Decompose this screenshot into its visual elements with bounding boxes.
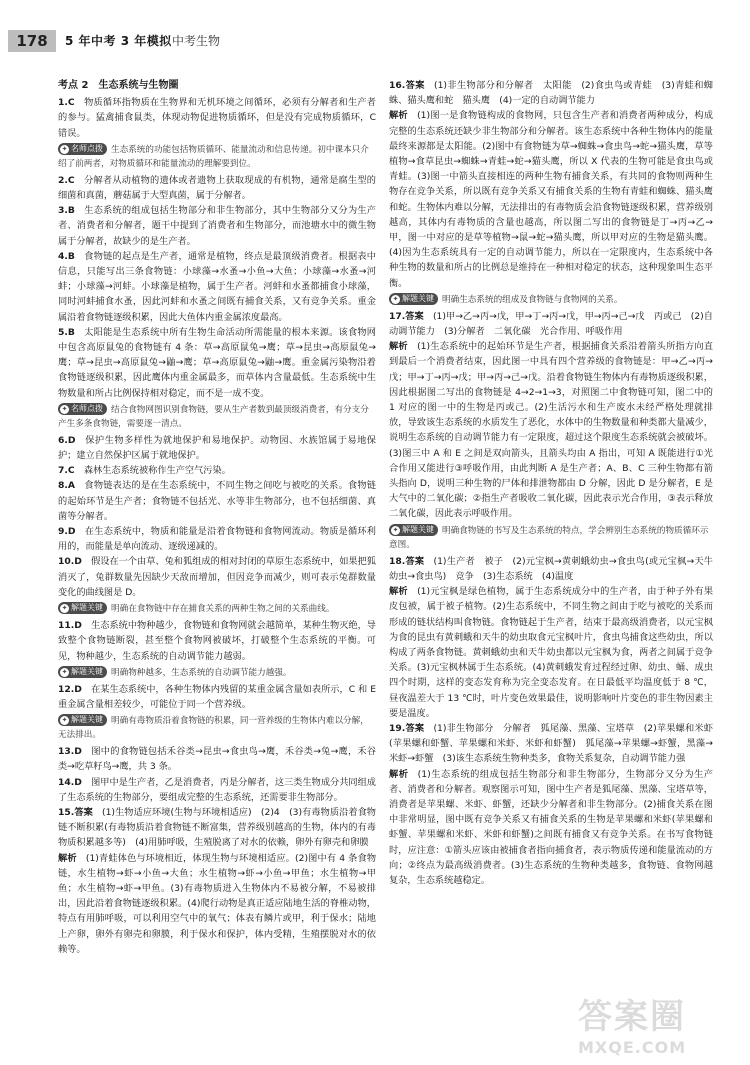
answer-item — [58, 478, 376, 524]
item-text: 物质循环指物质在生物界和无机环境之间循环，必须有分解者和生产者的参与。猛禽捕食鼠类，体现动物促进物质循环，但是没有完成物质循环，C 错误。 — [58, 97, 376, 139]
item-number: 4.B — [58, 250, 75, 262]
lightbulb-icon: ✦ — [61, 404, 68, 413]
watermark-logo — [578, 989, 738, 1059]
item-text: 在生态系统中，物质和能量是沿着食物链和食物网流动。物质是循环利用的，而能量是单向流动、逐级递减的。 — [58, 526, 376, 553]
item-number: 10.D — [58, 556, 82, 568]
tip-badge-label: 解题关键 — [402, 293, 434, 303]
answer-item — [389, 78, 713, 108]
answer-item — [58, 524, 376, 554]
left-answer-list — [58, 95, 376, 957]
item-number: 11.D — [58, 620, 82, 632]
tip-badge-label: 名师点拨 — [71, 143, 103, 153]
lightbulb-icon: ✦ — [392, 525, 399, 534]
left-column — [58, 78, 376, 957]
tip-badge-label: 解题关键 — [71, 715, 103, 725]
tip-text: 明确有毒物质沿着食物链的积累，同一营养级的生物体内难以分解，无法排出。 — [58, 716, 369, 741]
answer-item — [58, 682, 376, 712]
tip-badge-label: 名师点拨 — [71, 403, 103, 413]
page-header — [0, 0, 750, 58]
item-text: (1)非生物部分 分解者 狐尾藻、黑藻、宝塔草 (2)苹果螺和米虾(苹果螺和虾蟹、苹果螺和米虾、米虾和虾蟹) 狐尾藻→苹果螺→虾蟹，黑藻→米虾→虾蟹 (3)该生态系统生物种类多，食物关系复杂，自动调节能力强 — [389, 722, 714, 765]
tip-badge — [58, 714, 107, 726]
item-number: 12.D — [58, 683, 82, 695]
watermark-url: MXQE.COM — [578, 1038, 687, 1057]
lightbulb-icon: ✦ — [61, 144, 68, 153]
item-text: 生态系统中物种越少，食物链和食物网就会越简单，某种生物灭绝，导致整个食物链断裂，甚至整个食物网被破坏，打破整个生态系统的平衡。可见，物种越少，生态系统的自动调节能力越弱。 — [58, 620, 376, 662]
item-number: 15.答案 — [58, 806, 93, 818]
item-text: 分解者从动植物的遗体或者遗物上获取现成的有机物，通常是腐生型的细菌和真菌，蘑菇属于大型真菌，属于分解者。 — [58, 174, 376, 202]
item-number: 解析 — [389, 586, 408, 598]
answer-item — [58, 463, 376, 478]
item-number: 解析 — [389, 768, 409, 780]
item-text: (1)生态系统中的起始环节是生产者，根据捕食关系沿着箭头所指方向直到最后一个消费者结束，因此图一中具有四个营养级的食物链是：甲→乙→丙→戊；甲→丁→丙→戊；甲→丙→己→戊。沿着食物链生物体内有毒物质逐级积累，因此根据图二写出的食物链是 4→2→1→3，对照图二中食物链可知，图二中的 1 对应的图一中的生物是丙或己。(2)生活污水和生产废水未经严格处理就排放，导致该生态系统的水质发生了恶化，水体中的生物数量和种类都大量减少，说明生态系统的自动调节能力有一定限度，超过这个限度生态系统就会被破坏。(3)图三中 A 和 E 之间是双向箭头，且箭头均由 A 指出，可知 A 既能进行①光合作用又能进行③呼吸作用，由此判断 A 是生产者；A、B、C 三种生物都有箭头指向 D，说明三种生物的尸体和排泄物都由 D 分解，因此 D 是分解者，E 是大气中的二氧化碳；②指生产者吸收二氧化碳，因此表示光合作用，③表示释放二氧化碳，因此表示呼吸作用。 — [389, 341, 714, 520]
item-number: 17.答案 — [389, 310, 424, 322]
tip-badge — [58, 666, 107, 678]
answer-item — [58, 618, 376, 664]
answer-item — [58, 433, 376, 463]
tip-badge-label: 解题关键 — [71, 666, 103, 676]
tip-text: 明确在食物链中存在捕食关系的两种生物之间的关系曲线。 — [111, 604, 335, 615]
item-number: 5.B — [58, 326, 75, 338]
answer-item — [58, 173, 376, 203]
answer-item — [389, 339, 713, 521]
tip-note — [58, 602, 376, 616]
tip-note — [58, 666, 376, 680]
book-brand: 5 年中考 3 年模拟 — [65, 34, 172, 48]
tip-text: 明确物种越多，生态系统的自动调节能力越强。 — [111, 667, 292, 678]
item-text: 生态系统的组成包括生物部分和非生物部分，其中生物部分又分为生产者、消费者和分解者，题干中提到了消费者和生物部分，而池塘水中的微生物属于分解者，故缺少的是生产者。 — [58, 205, 376, 247]
item-text: (1)生物适应环境(生物与环境相适应) (2)4 (3)有毒物质沿着食物链不断积累(有毒物质沿着食物链不断富集，营养级别越高的生物，体内的有毒物质积累越多等) (4)用肺呼吸，生殖脱离了对水的依赖，卵外有卵壳和卵膜 — [58, 806, 376, 849]
item-text: (1)青蛙体色与环境相近，体现生物与环境相适应。(2)图中有 4 条食物链，水生植物→虾→小鱼→大鱼；水生植物→虾→小鱼→甲鱼；水生植物→甲鱼；水生植物→虾→甲鱼。(3)有毒物质进入生物体内不易被分解，不易被排出，因此沿着食物链逐级积累。(4)爬行动物是真正适应陆地生活的脊椎动物，特点有用肺呼吸，可以利用空气中的氧气；体表有鳞片或甲，利于保水；陆地上产卵，卵外有卵壳和卵膜，利于保水和保护，体内受精，生殖摆脱对水的依赖等。 — [58, 852, 377, 955]
answer-item — [58, 325, 376, 401]
item-text: 食物链表达的是在生态系统中，不同生物之间吃与被吃的关系。食物链的起始环节是生产者；食物链不包括光、水等非生物部分，也不包括细菌、真菌等分解者。 — [58, 480, 376, 522]
item-text: (1)生态系统的组成包括生物部分和非生物部分，生物部分又分为生产者、消费者和分解者。观察图示可知，图中生产者是狐尾藻、黑藻、宝塔草等，消费者是苹果螺、米虾、虾蟹，还缺少分解者和非生物部分。(2)捕食关系在图中非常明显，图中既有竞争关系又有捕食关系的生物是苹果螺和米虾(苹果螺和虾蟹、苹果螺和米虾、米虾和虾蟹)之间既有捕食又有竞争关系。在书写食物链时，应注意：①箭头应该由被捕食者指向捕食者，表示物质传递和能量流动的方向；②终点为最高级消费者。(3)生态系统的生物种类越多，食物链、食物网越复杂，生态系统越稳定。 — [389, 768, 714, 886]
item-number: 2.C — [58, 174, 75, 186]
item-number: 1.C — [58, 97, 75, 109]
lightbulb-icon: ✦ — [61, 604, 68, 613]
right-answer-list — [389, 78, 713, 888]
item-number: 16.答案 — [389, 80, 425, 91]
item-text: (1)元宝枫是绿色植物，属于生态系统成分中的生产者，由于种子外有果皮包被，属于被子植物。(2)生态系统中，不同生物之间由于吃与被吃的关系而形成的链状结构叫食物链。食物链起于生产者，结束于最高级消费者，以元宝枫为食的昆虫有黄刺蛾和天牛的幼虫取食元宝枫叶片，食虫鸟捕食这些幼虫，所以构成了两条食物链。黄刺蛾幼虫和天牛幼虫都以元宝枫为食，两者之间属于竞争关系。(3)元宝枫林属于生态系统。(4)黄刺蛾发育过程经过卵、幼虫、蛹、成虫四个时期，这样的变态发育称为完全变态发育。在日最低平均温度低于 8 ℃，昼夜温差大于 13 ℃时，叶片变色效果最佳，说明影响叶片变色的非生物因素主要是温度。 — [389, 586, 714, 719]
book-subject: 中考生物 — [172, 34, 221, 48]
tip-note — [389, 524, 713, 552]
item-text: 假设在一个由草、兔和狐组成的相对封闭的草原生态系统中，如果把狐消灭了，兔群数量先因缺少天敌而增加，但因竞争而减少，则可表示兔群数量变化的曲线图是 D。 — [58, 556, 376, 598]
item-text: 太阳能是生态系统中所有生物生命活动所需能量的根本来源。该食物网中包含高原鼠兔的食物链有 4 条：草→高原鼠兔→鹰；草→昆虫→高原鼠兔→鹰；草→昆虫→高原鼠兔→鼬→鹰；草→高原鼠兔→鼬→鹰。重金属污染物沿着食物链逐级积累，因此鹰体内重金属最多，而草体内含量最低。生态系统中生物数量和所占比例保持相对稳定，而不是一成不变。 — [58, 326, 376, 399]
tip-badge — [389, 293, 438, 305]
item-number: 8.A — [58, 480, 75, 492]
tip-note — [389, 293, 713, 307]
tip-note — [58, 714, 376, 742]
answer-item — [58, 805, 376, 851]
tip-badge-label: 解题关键 — [71, 603, 103, 613]
tip-note — [58, 143, 376, 171]
answer-item — [58, 203, 376, 249]
item-text: 保护生物多样性为就地保护和易地保护。动物园、水族馆属于易地保护；建立自然保护区属于就地保护。 — [58, 434, 376, 462]
item-number: 13.D — [58, 746, 82, 758]
answer-item — [58, 851, 376, 957]
item-number: 19.答案 — [389, 722, 425, 734]
right-column — [389, 78, 713, 888]
lightbulb-icon: ✦ — [61, 667, 68, 676]
tip-text: 明确食物链的书写及生态系统的特点，学会辨别生态系统的物质循环示意图。 — [389, 525, 709, 550]
answer-item — [389, 554, 713, 584]
item-text: (1)图一是食物链构成的食物网，只包含生产者和消费者两种成分，构成完整的生态系统还缺少非生物部分和分解者。该生态系统中各种生物体内的能量最终来源都是太阳能。(2)图中有食物链为草→蜘蛛→食虫鸟→蛇→猫头鹰，草等植物→食草昆虫→蜘蛛→青蛙→蛇→猫头鹰，所以 X 代表的生物可能是食虫鸟或青蛙。(3)图一中箭头直接相连的两种生物有捕食关系，有共同的食物则两种生物存在竞争关系，所以既有竞争关系又有捕食关系的生物有青蛙和蜘蛛、猫头鹰和蛇。生物体内难以分解，无法排出的有毒物质会沿食物链逐级积累，营养级别越高，其体内有毒物质的含量也越高，所以图二写出的食物链是丁→丙→乙→甲，图一中对应的是草等植物→鼠→蛇→猫头鹰，所以甲对应的生物是猫头鹰。(4)因为生态系统具有一定的自动调节能力，所以在一定限度内，生态系统中各种生物的数量和所占的比例总是维持在一种相对稳定的状态，这种现象叫生态平衡。 — [389, 110, 714, 289]
page-number: 178 — [8, 30, 56, 52]
tip-badge — [58, 143, 107, 155]
item-number: 解析 — [389, 341, 408, 353]
section-title: 考点 2 生态系统与生物圈 — [58, 80, 179, 91]
answer-item — [389, 721, 713, 767]
item-number: 3.B — [58, 205, 75, 217]
tip-badge-label: 解题关键 — [402, 524, 434, 534]
answer-item — [58, 249, 376, 325]
tip-badge — [58, 403, 107, 415]
item-number: 解析 — [58, 852, 77, 864]
tip-text: 明确生态系统的组成及食物链与食物网的关系。 — [442, 294, 623, 305]
item-text: 图甲中是生产者，乙是消费者，丙是分解者，这三类生物成分共同组成了生态系统的生物部分，要组成完整的生态系统，还需要非生物部分。 — [58, 776, 376, 803]
answer-item — [58, 744, 376, 774]
item-text: 图中的食物链包括禾谷类→昆虫→食虫鸟→鹰，禾谷类→兔→鹰，禾谷类→吃草籽鸟→鹰，共 3 条。 — [58, 746, 376, 773]
item-text: (1)甲→乙→丙→戊，甲→丁→丙→戊，甲→丙→己→戊 丙或己 (2)自动调节能力 (3)分解者 二氧化碳 光合作用、呼吸作用 — [389, 310, 713, 338]
item-text: 在某生态系统中，各种生物体内残留的某重金属含量如表所示，C 和 E 重金属含量相差较少，可能位于同一个营养级。 — [58, 683, 376, 710]
item-text: (1)非生物部分和分解者 太阳能 (2)食虫鸟或青蛙 (3)青蛙和蜘蛛、猫头鹰和蛇 猫头鹰 (4)一定的自动调节能力 — [389, 80, 713, 107]
answer-item — [389, 309, 713, 339]
item-number: 18.答案 — [389, 555, 425, 567]
answer-item — [58, 95, 376, 141]
item-text: (1)生产者 被子 (2)元宝枫→黄刺蛾幼虫→食虫鸟(或元宝枫→天牛幼虫→食虫鸟) 竞争 (3)生态系统 (4)温度 — [389, 555, 713, 582]
tip-text: 生态系统的功能包括物质循环、能量流动和信息传递。初中课本只介绍了前两者，对物质循环和能量流动的理解要到位。 — [58, 144, 369, 169]
lightbulb-icon: ✦ — [61, 716, 68, 725]
tip-text: 结合食物网图识别食物链，要从生产者数到最顶级消费者，有分支分产生多条食物链，需要逐一清点。 — [58, 404, 369, 429]
answer-item — [389, 108, 713, 290]
tip-note — [58, 403, 376, 431]
tip-badge — [58, 602, 107, 614]
item-number: 解析 — [389, 110, 408, 122]
tip-badge — [389, 524, 438, 536]
item-number: 14.D — [58, 776, 82, 788]
answer-item — [389, 767, 713, 889]
item-text: 食物链的起点是生产者，通常是植物，终点是最顶级消费者。根据表中信息，只能写出三条食物链：小球藻→水蚤→小鱼→大鱼；小球藻→水蚤→河蚌；小球藻→河蚌。小球藻是植物，属于生产者。河蚌和水蚤都捕食小球藻，同时河蚌捕食水蚤，因此河蚌和水蚤之间既有捕食关系，又有竞争关系。重金属沿着食物链逐级积累，因此大鱼体内重金属浓度最高。 — [58, 250, 376, 323]
answer-item — [58, 775, 376, 805]
item-number: 7.C — [58, 465, 75, 477]
answer-item — [58, 554, 376, 600]
lightbulb-icon: ✦ — [392, 294, 399, 303]
answer-item — [389, 584, 713, 721]
item-number: 6.D — [58, 434, 76, 446]
item-number: 9.D — [58, 526, 76, 538]
item-text: 森林生态系统被称作生产空气污染。 — [83, 465, 231, 477]
watermark-text: 答案圈 — [578, 997, 686, 1037]
